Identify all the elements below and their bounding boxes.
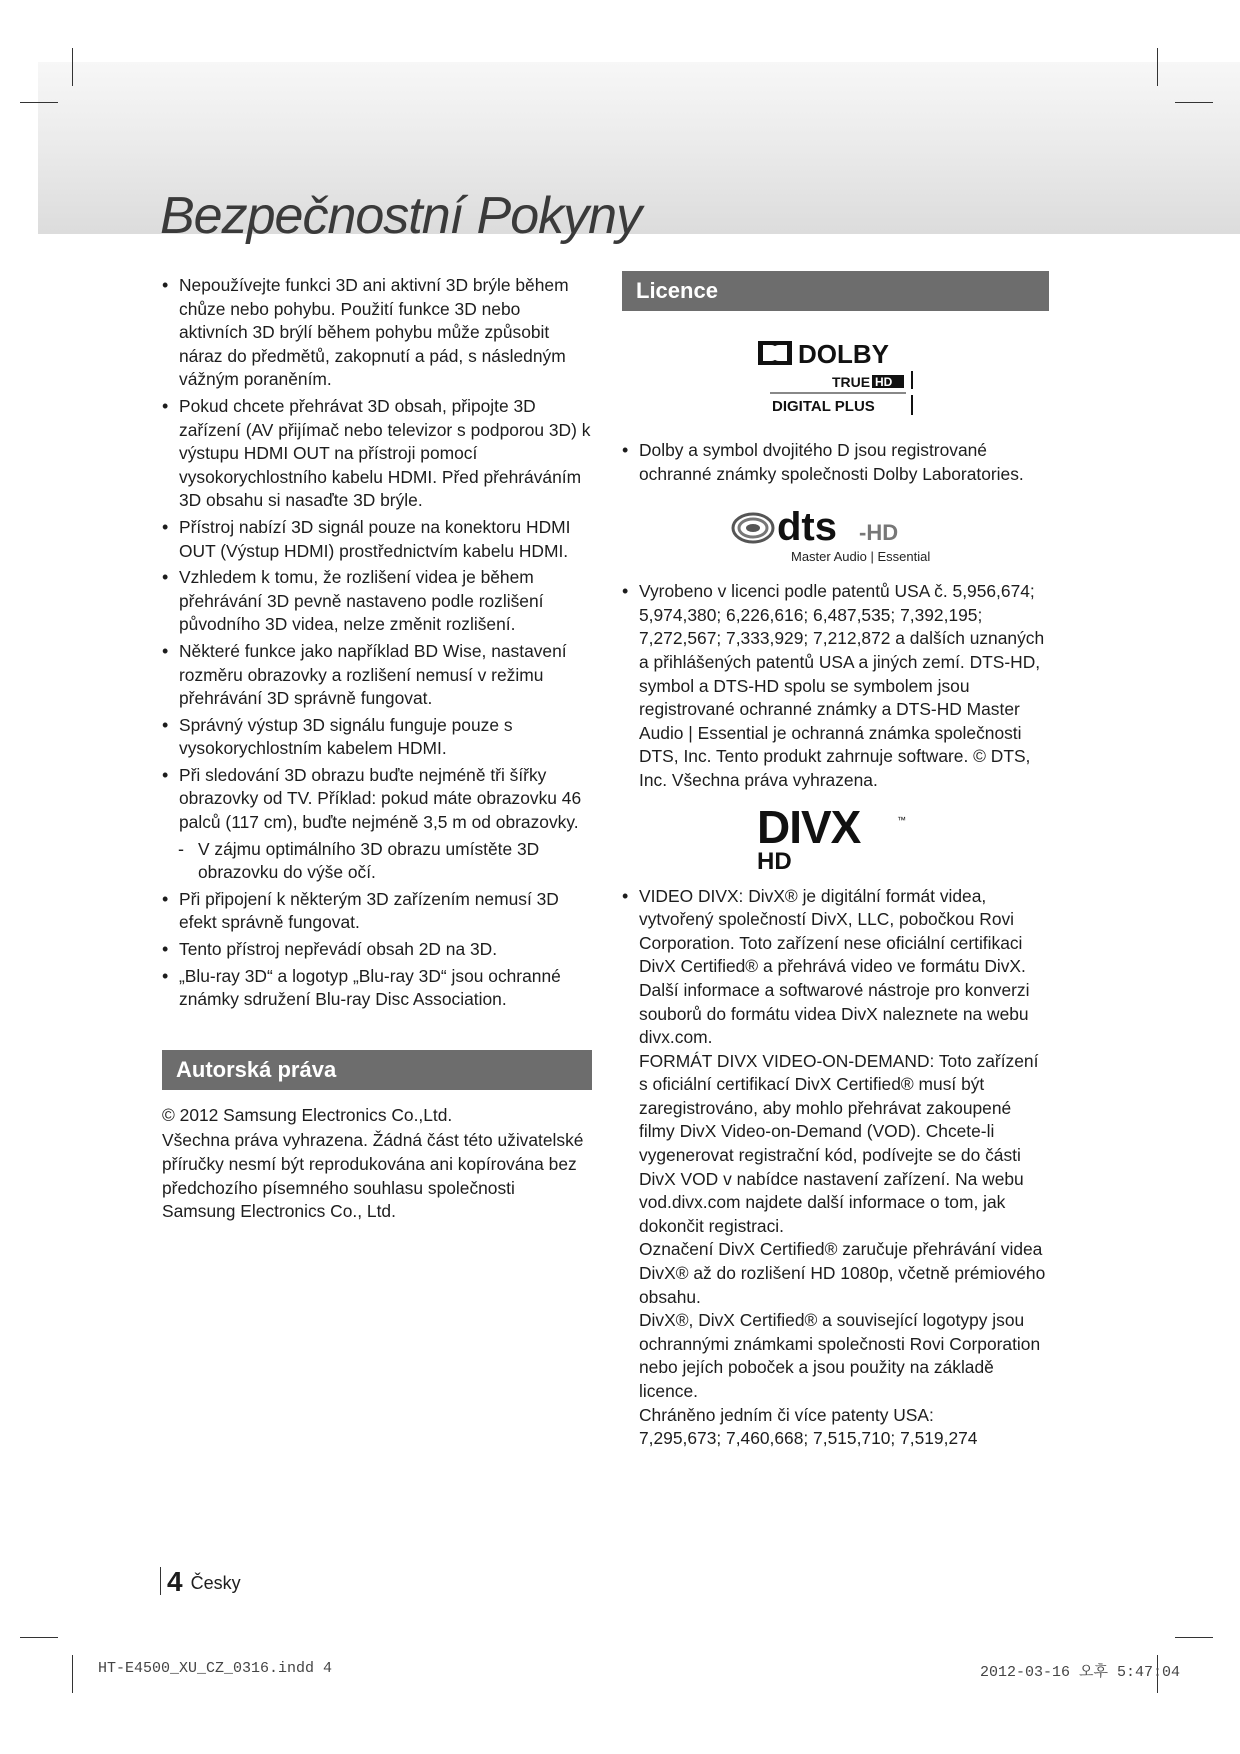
dolby-digital-plus-text: DIGITAL PLUS (771, 398, 875, 415)
crop-mark (72, 48, 73, 86)
crop-mark (72, 1655, 73, 1693)
list-item: • Nepoužívejte funkci 3D ani aktivní 3D brýle během chůze nebo pohybu. Použití funkce 3D nebo aktivních 3D brýlí během pohybu může způsobit náraz do předmětů, zakopnutí a pád, s následným vážným poraněním. (162, 274, 592, 392)
crop-mark (20, 1637, 58, 1638)
dts-tagline: Master Audio | Essential (790, 549, 930, 565)
divx-paragraph: FORMÁT DIVX VIDEO-ON-DEMAND: Toto zařízení s oficiální certifikací DivX Certified® musí být zaregistrováno, aby mohlo přehrávat zakoupené filmy DivX Video-on-Demand (VOD). Chcete-li vygenerovat registrační kód, podívejte se do části DivX VOD v nabídce nastavení zařízení. Na webu vod.divx.com najdete další informace o tom, jak dokončit registraci. (639, 1050, 1039, 1236)
list-item: • Při sledování 3D obrazu buďte nejméně tři šířky obrazovky od TV. Příklad: pokud máte obrazovku 46 palců (117 cm), buďte nejméně 3,5 m od obrazovky. (162, 764, 592, 835)
list-item (622, 885, 1049, 1451)
crop-mark (1175, 102, 1213, 103)
copyright-line: © 2012 Samsung Electronics Co.,Ltd. (162, 1104, 453, 1125)
footer-language: Česky (190, 1573, 241, 1593)
dolby-brand-text: DOLBY (797, 339, 889, 369)
dolby-list (622, 439, 1049, 486)
divx-paragraph: Chráněno jedním či více patenty USA: (639, 1404, 934, 1425)
list-item: • Některé funkce jako například BD Wise, nastavení rozměru obrazovky a rozlišení nemusí v režimu přehrávání 3D správně fungovat. (162, 640, 592, 711)
divx-list (622, 885, 1049, 1451)
dts-hd-logo (622, 506, 1049, 566)
dolby-logo (622, 337, 1049, 419)
divx-brand-text: DIVX (756, 802, 860, 853)
list-item: • Správný výstup 3D signálu funguje pouze s vysokorychlostním kabelem HDMI. (162, 714, 592, 761)
divx-paragraph: Označení DivX Certified® zaručuje přehrávání videa DivX® až do rozlišení HD 1080p, včetně prémiového obsahu. (639, 1239, 1046, 1307)
divx-hd-logo (622, 803, 1049, 873)
list-item: • Dolby a symbol dvojitého D jsou registrované ochranné známky společnosti Dolby Laboratories. (622, 439, 1049, 486)
divx-paragraph: • VIDEO DIVX: DivX® je digitální formát videa, vytvořený společností DivX, LLC, pobočkou Rovi Corporation. Toto zařízení nese oficiální certifikaci DivX Certified® a přehrává video ve formátu DivX. Další informace a softwarové nástroje pro konverzi souborů do formátu videa DivX naleznete na webu divx.com. (639, 885, 1030, 1048)
divx-logo-icon (751, 803, 921, 873)
list-subitem: - V zájmu optimálního 3D obrazu umístěte 3D obrazovku do výše očí. (162, 838, 592, 885)
footer-divider (160, 1567, 161, 1595)
copyright-notice: Všechna práva vyhrazena. Žádná část této uživatelské příručky nesmí být reprodukována ani kopírována bez předchozího písemného souhlasu společnosti Samsung Electronics Co., Ltd. (162, 1130, 584, 1222)
right-column (622, 271, 1049, 1454)
divx-tm-text: ™ (896, 814, 906, 825)
slug-datetime: 2012-03-16 오후 5:47:04 (980, 1664, 1181, 1681)
crop-mark (1157, 48, 1158, 86)
dolby-hd-text: HD (874, 375, 892, 389)
page-title: Bezpečnostní Pokyny (160, 187, 642, 245)
dts-disc-icon (731, 506, 941, 566)
dts-brand-text: dts (776, 506, 837, 550)
divx-hd-text: HD (756, 847, 792, 873)
safety-3d-list (162, 274, 592, 1012)
licence-heading: Licence (622, 271, 1049, 311)
list-item: • Pokud chcete přehrávat 3D obsah, připojte 3D zařízení (AV přijímač nebo televizor s podporou 3D) k výstupu HDMI OUT na přístroji pomocí vysokorychlostního kabelu HDMI. Před přehráváním 3D obsahu si nasaďte 3D brýle. (162, 395, 592, 513)
copyright-heading: Autorská práva (162, 1050, 592, 1090)
list-item: • Tento přístroj nepřevádí obsah 2D na 3D. (162, 938, 592, 962)
list-item: • Vyrobeno v licenci podle patentů USA č. 5,956,674; 5,974,380; 6,226,616; 6,487,535; 7,392,195; 7,272,567; 7,333,929; 7,212,872 a dalších uznaných a přihlášených patentů USA a jiných zemí. DTS-HD, symbol a DTS-HD spolu se symbolem jsou registrované ochranné známky a DTS-HD Master Audio | Essential je ochranná známka společnosti DTS, Inc. Tento produkt zahrnuje software. © DTS, Inc. Všechna práva vyhrazena. (622, 580, 1049, 792)
divx-paragraph: DivX®, DivX Certified® a související logotypy jsou ochrannými známkami společnosti Rovi Corporation nebo jejích poboček a jsou použity na základě licence. (639, 1310, 1041, 1401)
list-item: • „Blu-ray 3D“ a logotyp „Blu-ray 3D“ jsou ochranné známky sdružení Blu-ray Disc Association. (162, 965, 592, 1012)
dts-list (622, 580, 1049, 792)
list-item: • Vzhledem k tomu, že rozlišení videa je během přehrávání 3D pevně nastaveno podle rozlišení původního 3D videa, nelze změnit rozlišení. (162, 566, 592, 637)
list-item: • Při připojení k některým 3D zařízením nemusí 3D efekt správně fungovat. (162, 888, 592, 935)
crop-mark (20, 102, 58, 103)
slug-filename: HT-E4500_XU_CZ_0316.indd 4 (98, 1660, 333, 1677)
page-number: 4 (167, 1566, 183, 1597)
divx-paragraph: 7,295,673; 7,460,668; 7,515,710; 7,519,274 (639, 1428, 978, 1449)
dolby-double-d-icon (756, 337, 916, 419)
dts-hd-suffix: -HD (858, 520, 898, 546)
list-item: • Přístroj nabízí 3D signál pouze na konektoru HDMI OUT (Výstup HDMI) prostřednictvím kabelu HDMI. (162, 516, 592, 563)
left-column (162, 274, 592, 1224)
crop-mark (1175, 1637, 1213, 1638)
page-footer (160, 1566, 241, 1598)
dolby-truehd-text: TRUE (831, 374, 870, 390)
